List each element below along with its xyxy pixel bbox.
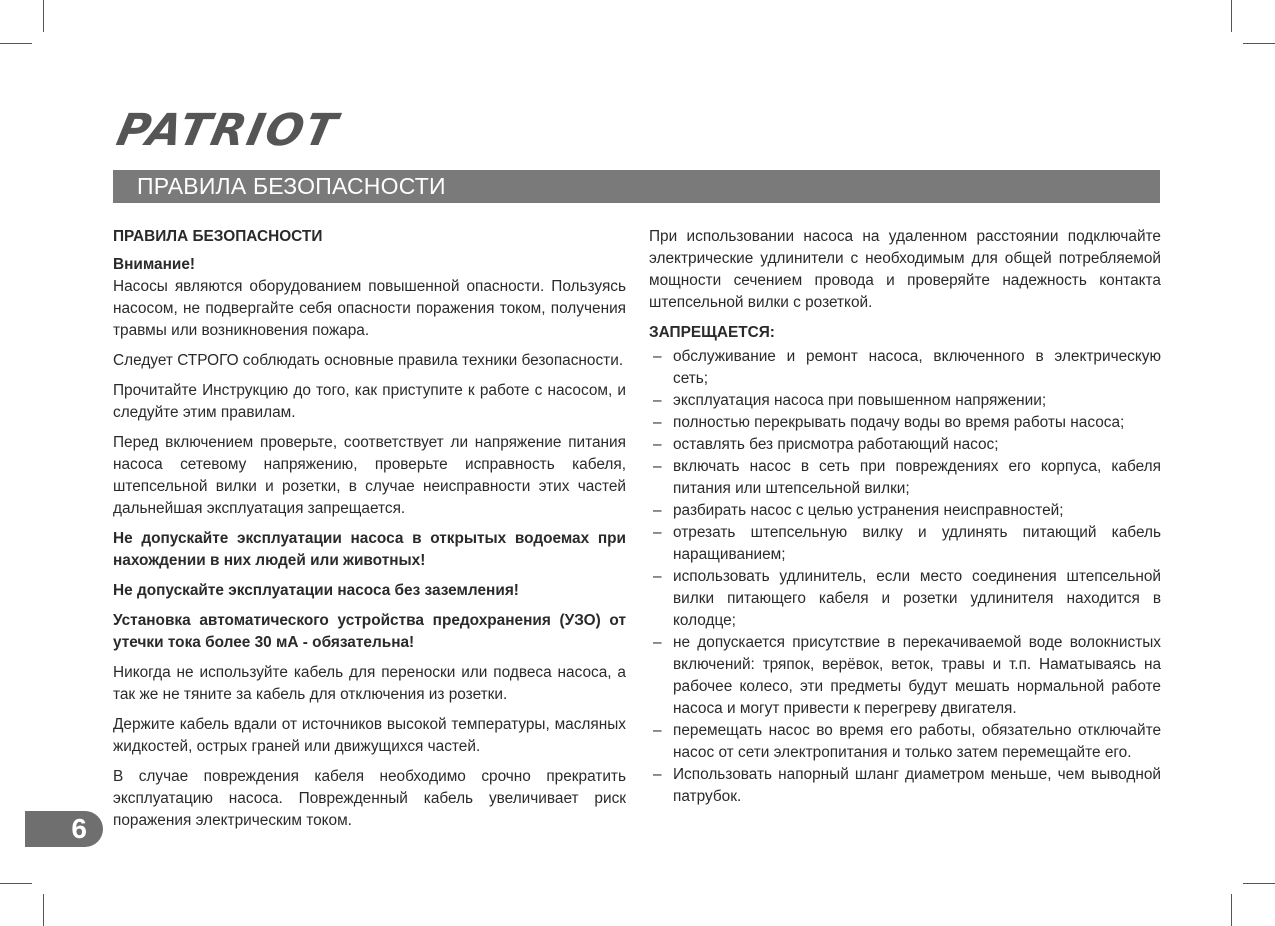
paragraph: Насосы являются оборудованием повышенной опасности. Пользуясь насосом, не подвергайте себя опасности поражения током, получения травмы или возникновения пожара. xyxy=(113,278,626,339)
paragraph: Прочитайте Инструкцию до того, как приступите к работе с насосом, и следуйте этим правилам. xyxy=(113,382,626,421)
list-item: – эксплуатация насоса при повышенном напряжении; xyxy=(649,390,1161,412)
paragraph: Перед включением проверьте, соответствует ли напряжение питания насоса сетевому напряжению, проверьте исправность кабеля, штепсельной вилки и розетки, в случае неисправности этих частей дальнейшая эксплуатация запрещается. xyxy=(113,434,626,517)
section-heading: ПРАВИЛА БЕЗОПАСНОСТИ xyxy=(113,228,323,245)
crop-mark xyxy=(43,894,44,926)
list-item: – использовать удлинитель, если место соединения штепсельной вилки питающего кабеля и розетки удлинителя находится в колодце; xyxy=(649,566,1161,632)
right-column xyxy=(649,226,1161,808)
forbidden-heading: ЗАПРЕЩАЕТСЯ: xyxy=(649,324,775,341)
paragraph: В случае повреждения кабеля необходимо срочно прекратить эксплуатацию насоса. Поврежденный кабель увеличивает риск поражения электрическим током. xyxy=(113,768,626,829)
bold-notice: Установка автоматического устройства предохранения (УЗО) от утечки тока более 30 мА - обязательна! xyxy=(113,612,626,651)
bold-notice: Не допускайте эксплуатации насоса без заземления! xyxy=(113,582,519,599)
left-column xyxy=(113,226,626,840)
crop-mark xyxy=(0,43,32,44)
crop-mark xyxy=(43,0,44,32)
list-item: – не допускается присутствие в перекачиваемой воде волокнистых включений: тряпок, верёвок, веток, травы и т.п. Наматываясь на рабочее колесо, эти предметы будут мешать нормальной работе насоса и могут привести к перегреву двигателя. xyxy=(649,632,1161,720)
page-number-tab xyxy=(25,811,103,847)
list-item: – разбирать насос с целью устранения неисправностей; xyxy=(649,500,1161,522)
list-item: – перемещать насос во время его работы, обязательно отключайте насос от сети электропитания и только затем перемещайте его. xyxy=(649,720,1161,764)
banner-title: ПРАВИЛА БЕЗОПАСНОСТИ xyxy=(137,173,446,199)
crop-mark xyxy=(0,883,32,884)
brand-logo: PATRIOT xyxy=(112,105,343,156)
bold-notice: Не допускайте эксплуатации насоса в открытых водоемах при нахождении в них людей или животных! xyxy=(113,530,626,569)
forbidden-list xyxy=(649,346,1161,808)
intro-paragraph: При использовании насоса на удаленном расстоянии подключайте электрические удлинители с необходимым для общей потребляемой мощности сечением провода и проверяйте надежность контакта штепсельной вилки с розеткой. xyxy=(649,228,1161,311)
attention-label: Внимание! xyxy=(113,256,196,273)
list-item: – включать насос в сеть при повреждениях его корпуса, кабеля питания или штепсельной вилки; xyxy=(649,456,1161,500)
list-item: – полностью перекрывать подачу воды во время работы насоса; xyxy=(649,412,1161,434)
paragraph: Следует СТРОГО соблюдать основные правила техники безопасности. xyxy=(113,352,624,369)
crop-mark xyxy=(1231,0,1232,32)
list-item: – обслуживание и ремонт насоса, включенного в электрическую сеть; xyxy=(649,346,1161,390)
page-number: 6 xyxy=(71,813,87,844)
list-item: – отрезать штепсельную вилку и удлинять питающий кабель наращиванием; xyxy=(649,522,1161,566)
crop-mark xyxy=(1243,43,1275,44)
crop-mark xyxy=(1231,894,1232,926)
paragraph: Держите кабель вдали от источников высокой температуры, масляных жидкостей, острых граней или движущихся частей. xyxy=(113,716,626,755)
list-item: – оставлять без присмотра работающий насос; xyxy=(649,434,1161,456)
list-item: – Использовать напорный шланг диаметром меньше, чем выводной патрубок. xyxy=(649,764,1161,808)
crop-mark xyxy=(1243,883,1275,884)
paragraph: Никогда не используйте кабель для переноски или подвеса насоса, а так же не тяните за кабель для отключения из розетки. xyxy=(113,664,626,703)
section-banner xyxy=(113,170,1160,203)
